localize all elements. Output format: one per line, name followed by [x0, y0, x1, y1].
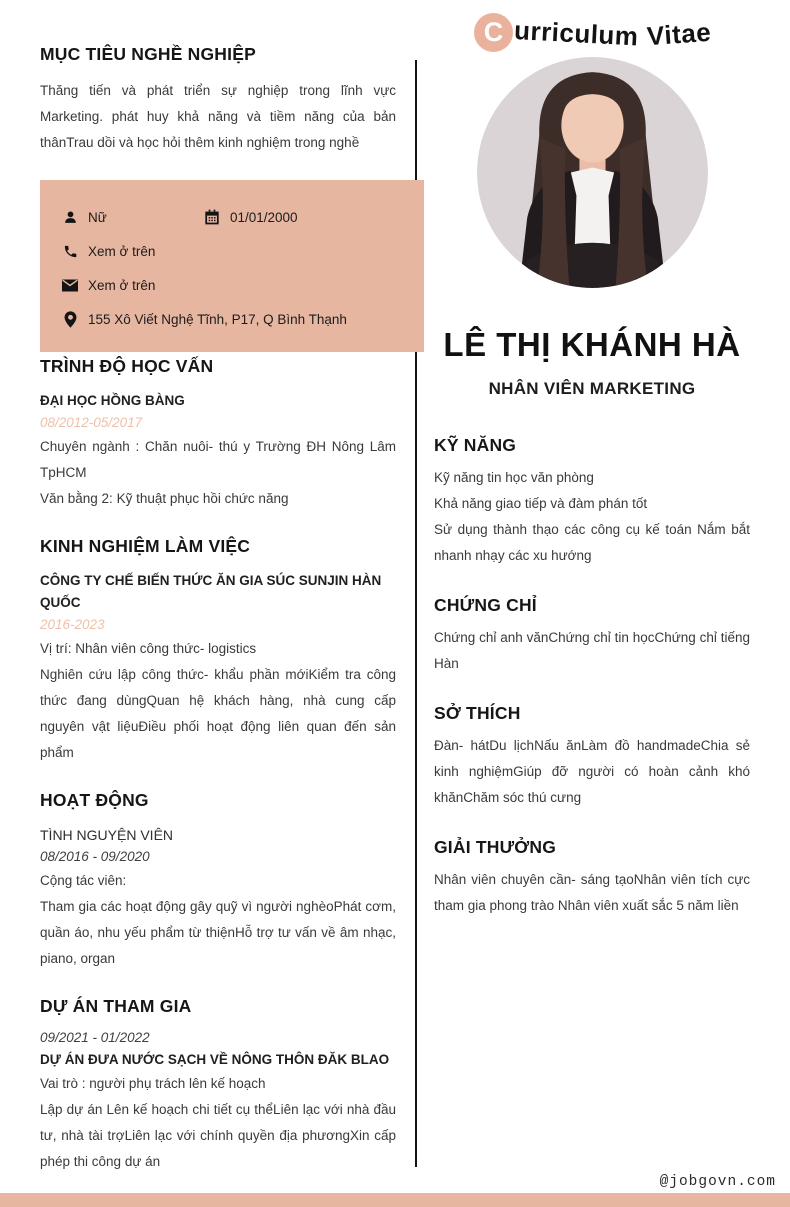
contact-box — [40, 180, 424, 352]
awards-heading: GIẢI THƯỞNG — [434, 837, 557, 857]
location-icon — [62, 311, 78, 327]
logo-c-icon: C — [474, 13, 513, 52]
person-icon — [62, 209, 78, 225]
awards-body: Nhân viên chuyên cần- sáng tạoNhân viên tích cực tham gia phong trào Nhân viên xuất sắc 5 năm liền — [434, 872, 750, 913]
contact-phone-value: Xem ở trên — [88, 243, 156, 259]
education-period: 08/2012-05/2017 — [40, 415, 143, 430]
person-name: LÊ THỊ KHÁNH HÀ — [443, 326, 741, 363]
section-experience — [40, 536, 396, 766]
section-hobbies — [434, 703, 750, 811]
watermark: @jobgovn.com — [659, 1174, 776, 1190]
logo-word2: Vitae — [646, 16, 713, 52]
right-column — [434, 326, 750, 919]
activities-heading: HOẠT ĐỘNG — [40, 790, 149, 810]
contact-address-value: 155 Xô Viết Nghệ Tĩnh, P17, Q Bình Thạnh — [88, 311, 347, 327]
section-certificates — [434, 595, 750, 677]
education-school: ĐẠI HỌC HỒNG BÀNG — [40, 393, 185, 408]
experience-period: 2016-2023 — [40, 617, 105, 632]
contact-row-3 — [62, 268, 424, 302]
profile-photo — [477, 57, 708, 288]
projects-name: DỰ ÁN ĐƯA NƯỚC SẠCH VỀ NÔNG THÔN ĐĂK BLAO — [40, 1052, 390, 1067]
section-projects — [40, 996, 396, 1175]
skill-item: Sử dụng thành thạo các công cụ kế toán Nắm bắt nhanh nhạy các xu hướng — [434, 522, 750, 563]
objective-body: Thăng tiến và phát triển sự nghiệp trong lĩnh vực Marketing. phát huy khả năng và tiềm năng của bản thânTrau dồi và học hỏi thêm kinh nghiệm trong nghề — [40, 83, 396, 150]
education-major: Chuyên ngành : Chăn nuôi- thú y Trường ĐH Nông Lâm TpHCM — [40, 439, 396, 480]
section-education — [40, 356, 396, 512]
objective-heading: MỤC TIÊU NGHỀ NGHIỆP — [40, 44, 256, 64]
contact-row-4 — [62, 302, 424, 336]
section-activities — [40, 790, 396, 972]
experience-heading: KINH NGHIỆM LÀM VIỆC — [40, 536, 251, 556]
activities-role: Cộng tác viên: — [40, 873, 127, 888]
bottom-accent-bar — [0, 1193, 790, 1207]
section-skills — [434, 435, 750, 569]
contact-gender-value: Nữ — [88, 209, 107, 225]
activities-period: 08/2016 - 09/2020 — [40, 849, 150, 864]
education-degree2: Văn bằng 2: Kỹ thuật phục hồi chức năng — [40, 491, 289, 506]
phone-icon — [62, 243, 78, 259]
education-heading: TRÌNH ĐỘ HỌC VẤN — [40, 356, 214, 376]
skills-heading: KỸ NĂNG — [434, 435, 517, 455]
contact-row-1 — [62, 200, 424, 234]
certificates-heading: CHỨNG CHỈ — [434, 595, 537, 615]
experience-position: Vị trí: Nhân viên công thức- logistics — [40, 641, 257, 656]
logo-word1: urriculum — [513, 15, 640, 52]
projects-period: 09/2021 - 01/2022 — [40, 1030, 150, 1045]
logo — [474, 13, 712, 59]
profile-photo-illustration — [477, 57, 708, 288]
section-objective — [40, 44, 396, 156]
skill-item: Khả năng giao tiếp và đàm phán tốt — [434, 496, 648, 511]
activities-org: TÌNH NGUYỆN VIÊN — [40, 827, 174, 843]
skill-item: Kỹ năng tin học văn phòng — [434, 470, 594, 485]
contact-phone — [62, 243, 155, 259]
hobbies-body: Đàn- hátDu lịchNấu ănLàm đồ handmadeChia sẻ kinh nghiệmGiúp đỡ người có hoàn cảnh khó khănChăm sóc thú cưng — [434, 738, 750, 805]
contact-address — [62, 311, 347, 327]
experience-details: Nghiên cứu lập công thức- khẩu phần mớiKiểm tra công thức đang dùngQuan hệ khách hàng, nhà cung cấp nguyên vật liệuĐiều phối hoạt động liên quan đến sản phẩm — [40, 667, 396, 760]
projects-heading: DỰ ÁN THAM GIA — [40, 996, 192, 1016]
section-awards — [434, 837, 750, 919]
activities-details: Tham gia các hoạt động gây quỹ vì người nghèoPhát cơm, quần áo, nhu yếu phẩm từ thiệnHỗ trợ tư vấn về âm nhạc, piano, organ — [40, 899, 396, 966]
experience-company: CÔNG TY CHẾ BIẾN THỨC ĂN GIA SÚC SUNJIN HÀN QUỐC — [40, 573, 382, 610]
projects-details: Lập dự án Lên kế hoạch chi tiết cụ thểLiên lạc với nhà đầu tư, nhà tài trợLiên lạc với chính quyền địa phươngXin cấp phép thi công dự án — [40, 1102, 396, 1169]
projects-role: Vai trò : người phụ trách lên kế hoạch — [40, 1076, 266, 1091]
hobbies-heading: SỞ THÍCH — [434, 703, 521, 723]
contact-birthday-value: 01/01/2000 — [230, 209, 298, 225]
calendar-icon — [204, 209, 220, 225]
mail-icon — [62, 277, 78, 293]
contact-email — [62, 277, 155, 293]
person-title: NHÂN VIÊN MARKETING — [488, 379, 696, 398]
contact-email-value: Xem ở trên — [88, 277, 156, 293]
certificates-body: Chứng chỉ anh vănChứng chỉ tin họcChứng chỉ tiếng Hàn — [434, 630, 750, 671]
contact-birthday — [204, 209, 298, 225]
contact-row-2 — [62, 234, 424, 268]
contact-gender — [62, 209, 204, 225]
